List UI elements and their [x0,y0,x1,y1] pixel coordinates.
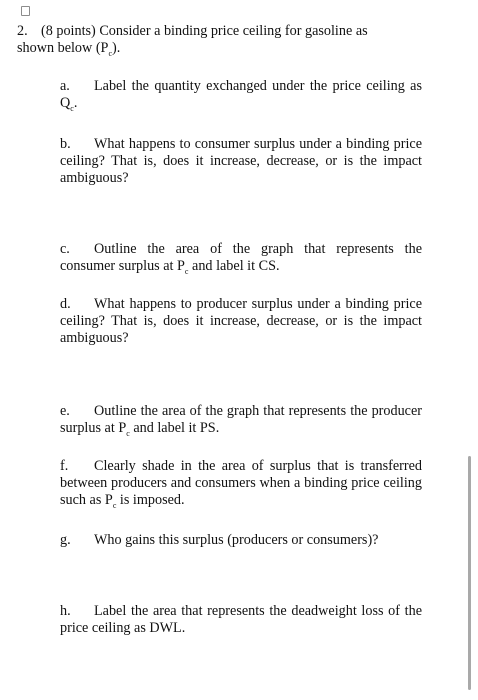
part-g [60,532,422,549]
part-g-text: Who gains this surplus (producers or consumers)? [94,532,379,548]
part-d-text: What happens to producer surplus under a binding price ceiling? That is, does it increase, decrease, or is the impact ambiguous? [60,296,422,346]
part-a: a. Label the quantity exchanged under the price ceiling as $Q_c$. [60,78,422,113]
part-b-text: What happens to consumer surplus under a binding price ceiling? That is, does it increase, decrease, or is the impact ambiguous? [60,136,422,186]
question-prompt-line1: (8 points) Consider a binding price ceiling for gasoline as [41,23,368,39]
part-b [60,136,422,187]
question-number: 2. [17,23,28,39]
part-b-letter: b. [60,136,71,152]
part-h-text: Label the area that represents the deadweight loss of the price ceiling as DWL. [60,603,422,636]
part-h-letter: h. [60,603,71,619]
vertical-scrollbar[interactable] [468,456,471,690]
part-e: e. Outline the area of the graph that represents the producer surplus at $P_c$ and label it PS. [60,403,422,438]
part-f-letter: f. [60,458,69,474]
part-d [60,296,422,347]
question-prompt-line2: shown below $(P_c)$. [17,40,121,58]
part-d-letter: d. [60,296,71,312]
part-e-letter: e. [60,403,70,419]
part-g-letter: g. [60,532,71,548]
question-prompt [17,23,426,58]
part-a-letter: a. [60,78,70,94]
question-checkbox[interactable] [21,6,30,16]
part-c-letter: c. [60,241,70,257]
part-f: f. Clearly shade in the area of surplus that is transferred between producers and consumers when a binding price ceiling such as $P_c$ is imposed. [60,458,422,510]
part-h [60,603,422,637]
part-c: c. Outline the area of the graph that represents the consumer surplus at $P_c$ and label it CS. [60,241,422,276]
